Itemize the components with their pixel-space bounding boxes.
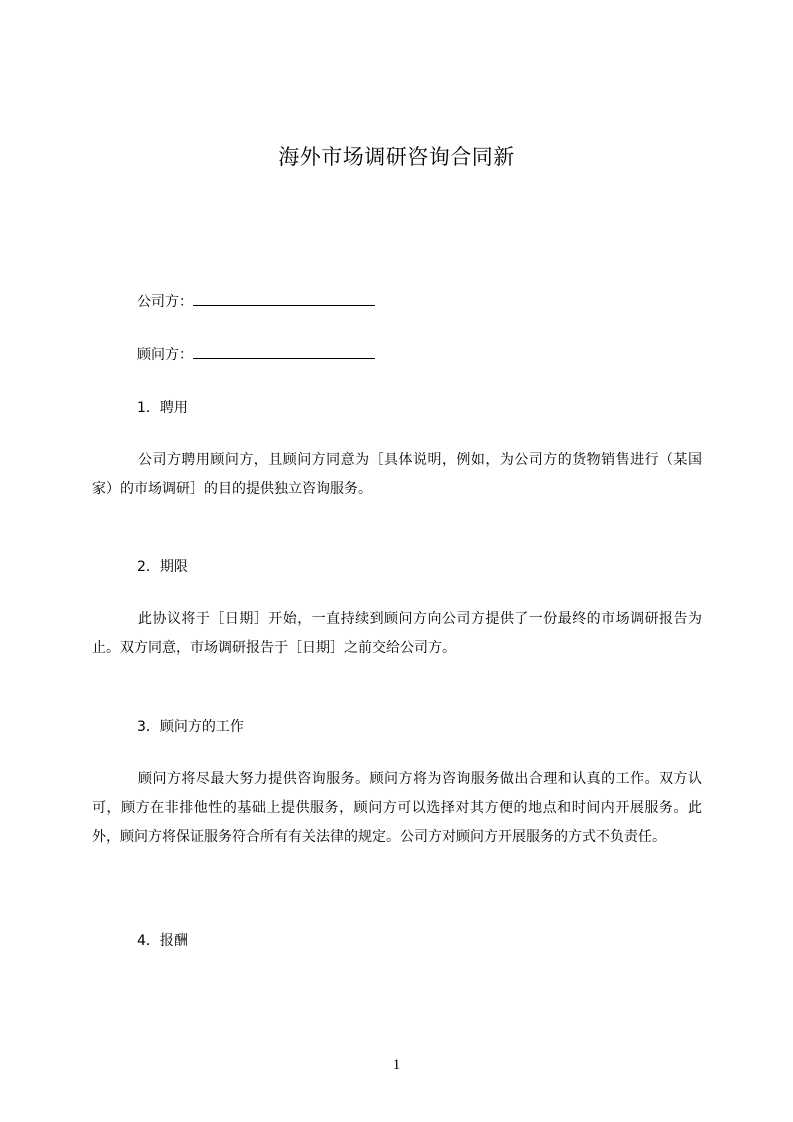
section-text-consultant-work: 顾问方将尽最大努力提供咨询服务。顾问方将为咨询服务做出合理和认真的工作。双方认可，顾方在非排他性的基础上提供服务，顾问方可以选择对其方便的地点和时间内开展服务。此外，顾问方将保证服务符合所有有关法律的规定。公司方对顾问方开展服务的方式不负责任。 (92, 771, 702, 845)
section-heading-consultant-work: 3．顾问方的工作 (137, 719, 244, 735)
page-number: 1 (392, 1057, 401, 1073)
section-text-engagement: 公司方聘用顾问方，且顾问方同意为［具体说明，例如，为公司方的货物销售进行（某国家）的市场调研］的目的提供独立咨询服务。 (92, 452, 702, 497)
consultant-party-label: 顾问方： (137, 347, 193, 363)
consultant-party-blank (193, 344, 375, 359)
page-title: 海外市场调研咨询合同新 (278, 145, 515, 169)
section-text-term: 此协议将于［日期］开始，一直持续到顾问方向公司方提供了一份最终的市场调研报告为止。双方同意，市场调研报告于［日期］之前交给公司方。 (92, 611, 702, 656)
section-heading-compensation: 4．报酬 (137, 933, 188, 949)
company-party-line (137, 291, 375, 312)
section-heading-term: 2．期限 (137, 559, 188, 575)
consultant-party-line (137, 344, 375, 365)
company-party-blank (193, 291, 375, 306)
section-heading-engagement: 1．聘用 (137, 400, 188, 416)
company-party-label: 公司方： (137, 294, 193, 310)
